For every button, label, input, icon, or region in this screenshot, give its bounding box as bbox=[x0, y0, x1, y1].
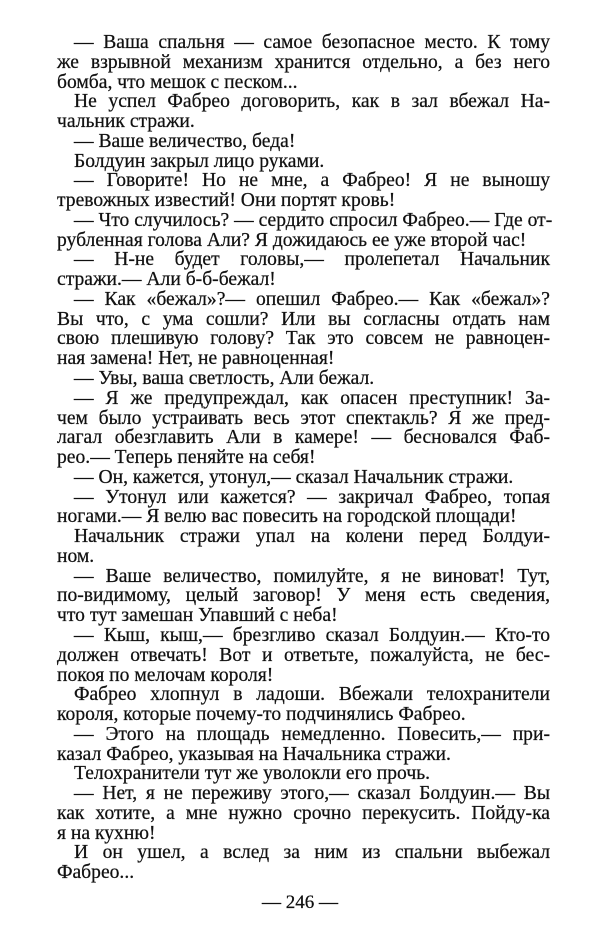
text-line: рео.— Теперь пеняйте на себя! bbox=[57, 447, 316, 469]
text-line: — Утонул или кажется? — закричал Фабрео, топая bbox=[74, 486, 550, 508]
text-line: Телохранители тут же уволокли его прочь. bbox=[74, 763, 431, 785]
text-line: ногами.— Я велю вас повесить на городской площади! bbox=[57, 506, 517, 528]
text-line: Вы что, с ума сошли? Или вы согласны отдать нам bbox=[57, 308, 550, 330]
text-line: стражи.— Али б-б-бежал! bbox=[57, 269, 276, 291]
text-line: тревожных известий! Они портят кровь! bbox=[57, 190, 396, 212]
paragraph bbox=[57, 488, 550, 528]
text-line: Начальник стражи упал на колени перед Болдуи- bbox=[74, 526, 550, 548]
text-line: чальник стражи. bbox=[57, 111, 195, 133]
text-line: — Н-не будет головы,— пролепетал Начальник bbox=[74, 249, 550, 271]
paragraph bbox=[57, 527, 550, 567]
text-line: по-видимому, целый заговор! У меня есть сведения, bbox=[57, 585, 550, 607]
text-line: короля, которые почему-то подчинялись Фабрео. bbox=[57, 704, 466, 726]
text-line: — Этого на площадь немедленно. Повесить,— при- bbox=[74, 723, 550, 745]
text-line: я на кухню! bbox=[57, 822, 156, 844]
text-line: рубленная голова Али? Я дожидаюсь ее уже второй час! bbox=[57, 229, 527, 251]
text-line: Фабрео хлопнул в ладоши. Вбежали телохранители bbox=[74, 684, 550, 706]
text-line: Не успел Фабрео договорить, как в зал вбежал На- bbox=[74, 91, 550, 113]
text-line: — Ваша спальня — самое безопасное место. К тому bbox=[74, 32, 550, 53]
text-line: как хотите, а мне нужно срочно перекусить. Пойду-ка bbox=[57, 802, 550, 824]
paragraph bbox=[57, 171, 550, 211]
text-line: — Ваше величество, беда! bbox=[74, 130, 296, 152]
text-line: покоя по мелочам короля! bbox=[57, 664, 274, 686]
paragraph bbox=[57, 843, 550, 883]
paragraph bbox=[57, 764, 550, 784]
paragraph bbox=[57, 250, 550, 290]
paragraph bbox=[57, 685, 550, 725]
text-line: — Он, кажется, утонул,— сказал Начальник стражи. bbox=[74, 466, 514, 488]
paragraph bbox=[57, 132, 550, 152]
text-line: Болдуин закрыл лицо руками. bbox=[74, 150, 325, 172]
text-line: ном. bbox=[57, 545, 95, 567]
paragraph bbox=[57, 92, 550, 132]
page-body bbox=[57, 32, 553, 884]
text-line: — Ваше величество, помилуйте, я не виноват! Тут, bbox=[74, 565, 550, 587]
text-line: лагал обезглавить Али в камере! — бесновался Фаб- bbox=[57, 427, 550, 449]
page-number: — 246 — bbox=[262, 892, 338, 913]
paragraph bbox=[57, 626, 550, 685]
text-line: — Кыш, кыш,— брезгливо сказал Болдуин.— Кто-то bbox=[74, 624, 550, 646]
text-line: — Нет, я не переживу этого,— сказал Болдуин.— Вы bbox=[74, 783, 550, 805]
text-line: свою плешивую голову? Так это совсем не равноцен- bbox=[57, 328, 550, 350]
text-line: чем было устраивать весь этот спектакль? Я же пред- bbox=[57, 407, 550, 429]
paragraph bbox=[57, 468, 550, 488]
text-line: — Увы, ваша светлость, Али бежал. bbox=[74, 368, 375, 390]
paragraph bbox=[57, 209, 553, 251]
paragraph bbox=[57, 290, 550, 369]
paragraph bbox=[57, 152, 550, 172]
text-line: должен отвечать! Вот и ответьте, пожалуйста, не бес- bbox=[57, 644, 550, 666]
text-line: — Как «бежал»?— опешил Фабрео.— Как «бежал»? bbox=[74, 288, 550, 310]
paragraph bbox=[57, 567, 550, 626]
text-line: — Я же предупреждал, как опасен преступник! За- bbox=[74, 387, 550, 409]
text-line: бомба, что мешок с песком... bbox=[57, 71, 298, 93]
paragraph bbox=[57, 725, 550, 765]
text-line: Фабрео... bbox=[57, 862, 135, 884]
text-line: казал Фабрео, указывая на Начальника стражи. bbox=[57, 743, 451, 765]
paragraph bbox=[57, 389, 550, 468]
text-line: ная замена! Нет, не равноценная! bbox=[57, 348, 335, 370]
paragraph bbox=[57, 784, 550, 843]
text-line: же взрывной механизм хранится отдельно, а без него bbox=[57, 51, 550, 73]
paragraph bbox=[57, 33, 550, 92]
text-line: — Что случилось? — сердито спросил Фабрео.— Где от- bbox=[74, 209, 553, 231]
paragraph bbox=[57, 369, 550, 389]
text-line: что тут замешан Упавший с неба! bbox=[57, 605, 338, 627]
text-line: — Говорите! Но не мне, а Фабрео! Я не выношу bbox=[74, 170, 550, 192]
text-line: И он ушел, а вслед за ним из спальни выбежал bbox=[74, 842, 550, 864]
